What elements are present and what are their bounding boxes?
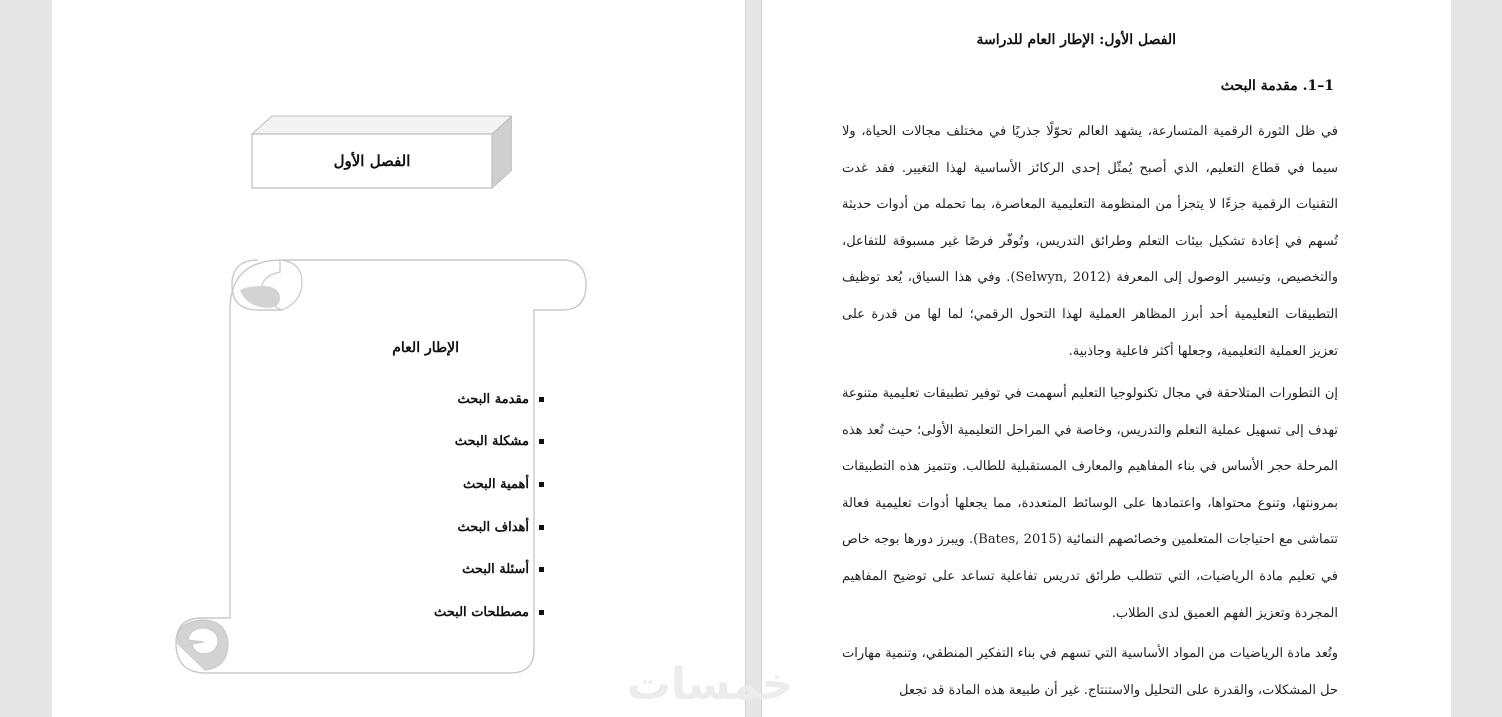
bullet-icon [539,567,544,572]
toc-item [334,421,544,464]
chapter-heading: الفصل الأول: الإطار العام للدراسة [976,32,1176,48]
chapter-box [250,114,512,190]
toc-item [334,463,544,506]
toc-item-label: مشكلة البحث [454,434,529,450]
toc-item-label: مقدمة البحث [457,391,529,407]
toc-item [334,591,544,634]
toc-item-label: أسئلة البحث [462,562,529,578]
body-paragraph: إن التطورات المتلاحقة في مجال تكنولوجيا التعليم أسهمت في توفير تطبيقات تعليمية متنوعة تهدف إلى تسهيل عملية التعلم والتدريس، وخاصة في المراحل التعليمية الأولى؛ حيث تُعد هذه المرحلة حجر الأساس في بناء المفاهيم والمعارف المستقبلية للطالب. وتتميز هذه التطبيقات بمرونتها، وتنوع محتواها، واعتمادها على الوسائط المتعددة، مما يجعلها أدوات تعليمية فعالة تتماشى مع احتياجات المتعلمين وخصائصهم النمائية (Bates, 2015). ويبرز دورها بوجه خاص في تعليم مادة الرياضيات، التي تتطلب طرائق تدريس تفاعلية تساعد على توضيح المفاهيم المجردة وتعزيز الفهم العميق لدى الطلاب. [842,386,1339,621]
scroll-banner [174,258,589,676]
scroll-heading: الإطار العام [392,340,459,356]
watermark-logo: خمسات [626,659,794,710]
body-paragraph: في ظل الثورة الرقمية المتسارعة، يشهد العالم تحوّلًا جذريًا في مختلف مجالات الحياة، ولا سيما في قطاع التعليم، الذي أصبح يُمثّل إحدى الركائز الأساسية لهذا التغيير. فقد غدت التقنيات الرقمية جزءًا لا يتجزأ من المنظومة التعليمية المعاصرة، بما تحمله من أدوات حديثة تُسهم في إعادة تشكيل بيئات التعلم وطرائق التدريس، وتُوفّر فرصًا غير مسبوقة للتفاعل، والتخصيص، وتيسير الوصول إلى المعرفة (Selwyn, 2012). وفي هذا السياق، يُعد توظيف التطبيقات التعليمية أحد أبرز المظاهر العملية لهذا التحول الرقمي؛ لما لها من قدرة على تعزيز العملية التعليمية، وجعلها أكثر فاعلية وجاذبية. [842,124,1338,359]
left-page [52,0,745,717]
bullet-icon [539,525,544,530]
body-paragraph: وتُعد مادة الرياضيات من المواد الأساسية التي تسهم في بناء التفكير المنطقي، وتنمية مهارات حل المشكلات، والقدرة على التحليل والاستنتاج. غير أن طبيعة هذه المادة قد تجعل [842,646,1338,698]
bullet-icon [539,439,544,444]
page-divider [745,0,746,717]
right-page [762,0,1451,717]
toc-item [334,506,544,549]
section-heading: 1–1. مقدمة البحث [1220,78,1334,94]
toc-item-label: أهداف البحث [457,519,529,535]
bullet-icon [539,482,544,487]
chapter-title: الفصل الأول [333,152,411,170]
toc-item [334,548,544,591]
toc-item [334,378,544,421]
toc-item-label: أهمية البحث [462,476,529,492]
toc-item-label: مصطلحات البحث [434,604,529,620]
bullet-icon [539,397,544,402]
toc-list [334,378,544,634]
bullet-icon [539,610,544,615]
